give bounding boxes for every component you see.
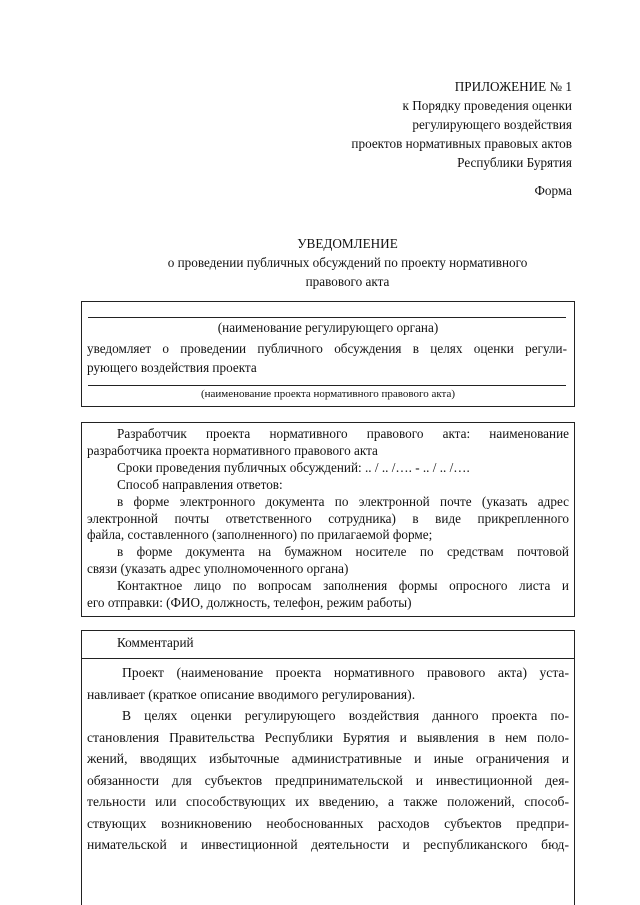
appendix-title: ПРИЛОЖЕНИЕ № 1: [454, 79, 572, 94]
comment-line-3: В целях оценки регулирующего воздействия данного проекта по-: [122, 708, 569, 723]
procedure-text: [87, 426, 569, 612]
procedure-line-11: его отправки: (ФИО, должность, телефон, режим работы): [87, 595, 412, 611]
comment-line-5: жений, вводящих избыточные административные и иные ограничения и: [87, 751, 569, 766]
notice-subtitle-2: правового акта: [305, 274, 390, 289]
comment-line-8: ствующих возникновению необоснованных расходов субъектов предпри-: [87, 815, 569, 831]
procedure-line-3: Сроки проведения публичных обсуждений: .. / .. /…. - .. / .. /….: [117, 459, 470, 475]
comment-line-2: навливает (краткое описание вводимого регулирования).: [87, 686, 416, 702]
procedure-line-6: электронной почты ответственного сотрудника) в виде прикрепленного: [87, 510, 569, 526]
procedure-line-7: файла, составленного (заполненного) по прилагаемой форме;: [87, 527, 433, 543]
procedure-line-8: в форме документа на бумажном носителе по средствам почтовой: [117, 544, 569, 560]
comment-header: Комментарий: [117, 635, 194, 650]
regulator-text-line-2: рующего воздействия проекта: [87, 360, 257, 375]
regulator-text: [87, 339, 567, 377]
appendix-line-1: к Порядку проведения оценки: [402, 98, 572, 113]
comment-line-1: Проект (наименование проекта нормативного правового акта) уста-: [122, 665, 569, 680]
procedure-line-4: Способ направления ответов:: [117, 476, 283, 492]
org-name-line: [88, 317, 566, 318]
comment-line-4: становления Правительства Республики Бурятия и выявления в нем поло-: [87, 729, 569, 745]
procedure-box: [81, 422, 575, 617]
comment-text: [87, 662, 569, 856]
form-label: Форма: [534, 183, 572, 198]
notice-title: УВЕДОМЛЕНИЕ: [297, 236, 398, 251]
appendix-block: [272, 77, 572, 172]
comment-box: [81, 630, 575, 905]
procedure-line-1: Разработчик проекта нормативного правового акта: наименование: [117, 426, 569, 441]
org-name-caption: (наименование регулирующего органа): [217, 320, 439, 335]
procedure-line-9: связи (указать адрес уполномоченного органа): [87, 561, 349, 577]
regulator-text-line-1: уведомляет о проведении публичного обсуждения в целях оценки регули-: [87, 341, 567, 356]
procedure-line-10: Контактное лицо по вопросам заполнения формы опросного листа и: [117, 578, 569, 594]
notice-subtitle-1: о проведении публичных обсуждений по проекту нормативного: [167, 255, 528, 270]
appendix-line-4: Республики Бурятия: [457, 155, 572, 170]
project-name-line: [88, 385, 566, 386]
comment-divider: [82, 658, 574, 659]
appendix-line-3: проектов нормативных правовых актов: [351, 136, 572, 151]
regulator-box: [81, 301, 575, 407]
comment-line-6: обязанности для субъектов предпринимательской и инвестиционной дея-: [87, 772, 569, 788]
comment-line-7: тельности или способствующих их введению, а также положений, способ-: [87, 794, 569, 809]
notice-heading: [60, 234, 635, 291]
procedure-line-5: в форме электронного документа по электронной почте (указать адрес: [117, 493, 569, 509]
comment-line-9: нимательской и инвестиционной деятельности и республиканского бюд-: [87, 837, 569, 852]
appendix-line-2: регулирующего воздействия: [412, 117, 572, 132]
procedure-line-2: разработчика проекта нормативного правового акта: [87, 442, 378, 458]
project-name-caption: (наименование проекта нормативного правового акта): [200, 388, 456, 400]
